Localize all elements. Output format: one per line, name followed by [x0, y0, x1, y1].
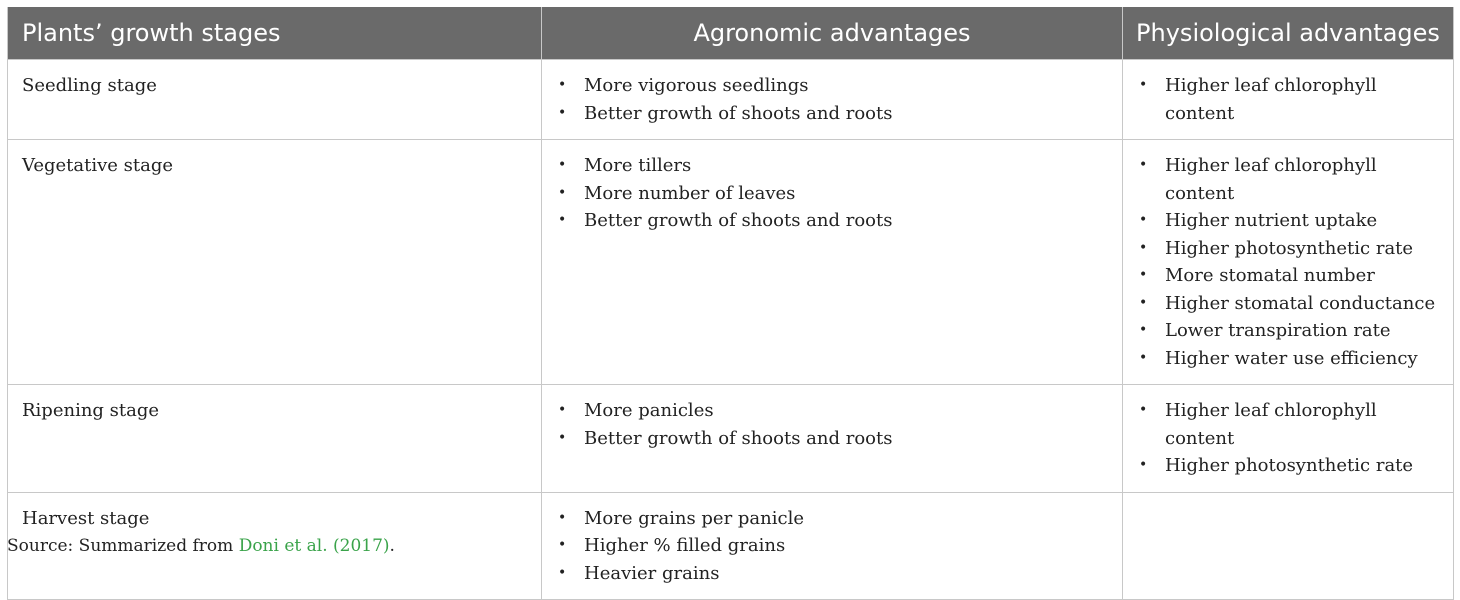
- agronomic-cell: [542, 492, 1123, 600]
- list-item: • More stomatal number: [1137, 262, 1439, 290]
- list-item: • Better growth of shoots and roots: [556, 100, 1108, 128]
- list-item: • More vigorous seedlings: [556, 72, 1108, 100]
- list-item: • Higher leaf chlorophyll content: [1137, 72, 1439, 127]
- physiological-list: [1137, 397, 1439, 480]
- advantages-table-container: [7, 7, 1453, 600]
- list-item: • Higher photosynthetic rate: [1137, 452, 1439, 480]
- list-item: • More tillers: [556, 152, 1108, 180]
- agronomic-cell: [542, 140, 1123, 385]
- agronomic-list: [556, 72, 1108, 127]
- list-item: • Higher water use efficiency: [1137, 345, 1439, 373]
- list-item: • Lower transpiration rate: [1137, 317, 1439, 345]
- table-row: [8, 385, 1454, 493]
- list-item: • More panicles: [556, 397, 1108, 425]
- stage-cell: Harvest stage: [8, 492, 542, 600]
- list-item: • Higher leaf chlorophyll content: [1137, 397, 1439, 452]
- agronomic-list: [556, 152, 1108, 235]
- stage-cell: Ripening stage: [8, 385, 542, 493]
- physiological-list: [1137, 72, 1439, 127]
- agronomic-cell: [542, 60, 1123, 140]
- agronomic-list: [556, 397, 1108, 452]
- source-suffix: .: [389, 536, 395, 556]
- header-row: [8, 7, 1454, 60]
- physiological-cell: [1123, 385, 1454, 493]
- list-item: • Better growth of shoots and roots: [556, 207, 1108, 235]
- citation-link[interactable]: Doni et al. (2017): [238, 536, 390, 556]
- header-growth-stages: Plants’ growth stages: [8, 7, 542, 60]
- list-item: • Higher nutrient uptake: [1137, 207, 1439, 235]
- stage-cell: Seedling stage: [8, 60, 542, 140]
- table-row: [8, 60, 1454, 140]
- agronomic-cell: [542, 385, 1123, 493]
- list-item: • Higher stomatal conductance: [1137, 290, 1439, 318]
- stage-cell: Vegetative stage: [8, 140, 542, 385]
- header-agronomic-advantages: Agronomic advantages: [542, 7, 1123, 60]
- advantages-table: [7, 7, 1454, 600]
- list-item: • Heavier grains: [556, 560, 1108, 588]
- physiological-cell: [1123, 60, 1454, 140]
- table-row: [8, 140, 1454, 385]
- source-note: [7, 536, 395, 556]
- list-item: • More grains per panicle: [556, 505, 1108, 533]
- physiological-cell-empty: [1123, 492, 1454, 600]
- header-physiological-advantages: Physiological advantages: [1123, 7, 1454, 60]
- source-prefix: Source: Summarized from: [7, 536, 239, 556]
- table-body: [8, 60, 1454, 600]
- list-item: • More number of leaves: [556, 180, 1108, 208]
- list-item: • Better growth of shoots and roots: [556, 425, 1108, 453]
- physiological-list: [1137, 152, 1439, 372]
- list-item: • Higher leaf chlorophyll content: [1137, 152, 1439, 207]
- list-item: • Higher photosynthetic rate: [1137, 235, 1439, 263]
- physiological-cell: [1123, 140, 1454, 385]
- agronomic-list: [556, 505, 1108, 588]
- list-item: • Higher % filled grains: [556, 532, 1108, 560]
- table-header: [8, 7, 1454, 60]
